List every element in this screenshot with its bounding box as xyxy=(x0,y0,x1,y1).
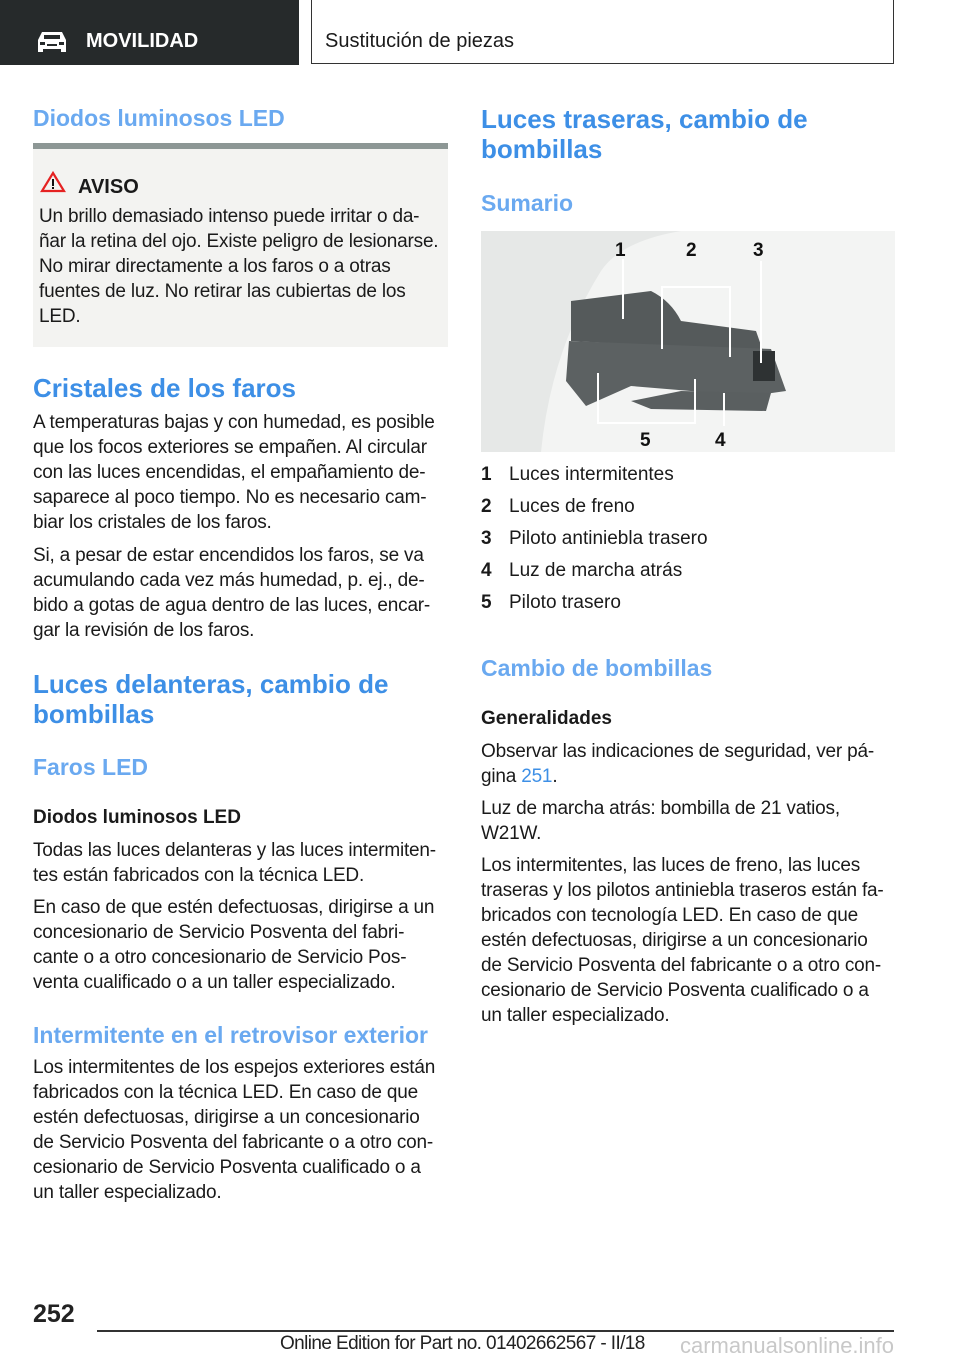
chapter-title: Sustitución de piezas xyxy=(325,30,515,52)
legend-label: Piloto trasero xyxy=(509,592,621,613)
edition-note: Online Edition for Part no. 01402662567 - II/18 xyxy=(280,1333,645,1354)
warning-text: Un brillo demasiado intenso puede irritar o da- ñar la retina del ojo. Existe peligro de lesionarse. No mirar directamente a los faros o a otras fuentes de luz. No retirar las cubiertas de los LED. xyxy=(39,206,439,327)
paragraph: En caso de que estén defectuosas, dirigirse a un concesionario de Servicio Posventa del fabri- cante o a otro concesionario de Servicio Pos- venta cualificado o a un taller especializado. xyxy=(33,897,435,993)
legend-number: 4 xyxy=(481,560,492,581)
subheading-diodos: Diodos luminosos LED xyxy=(33,807,241,828)
paragraph: Todas las luces delanteras y las luces intermiten- tes están fabricados con la técnica LED. xyxy=(33,840,436,886)
text: . xyxy=(552,766,558,787)
heading-intermitente: Intermitente en el retrovisor exterior xyxy=(33,1022,428,1048)
legend-label: Piloto antiniebla trasero xyxy=(509,528,708,549)
figure-label: 3 xyxy=(753,240,764,261)
paragraph: A temperaturas bajas y con humedad, es posible que los focos exteriores se empañen. Al circular con las luces encendidas, el empañamiento de- saparece al poco tiempo. No es necesario cam- biar los cristales de los faros. xyxy=(33,412,435,533)
figure-label: 1 xyxy=(615,240,626,261)
heading-cambio-bombillas: Cambio de bombillas xyxy=(481,655,713,681)
legend-item xyxy=(481,464,708,496)
legend-label: Luz de marcha atrás xyxy=(509,560,683,581)
chapter-tab xyxy=(311,0,894,64)
watermark: carmanualsonline.info xyxy=(680,1333,895,1358)
heading-luces-traseras: Luces traseras, cambio de bombillas xyxy=(481,104,808,164)
section-tab xyxy=(0,0,299,65)
text: Observar las indicaciones de seguridad, ver pá- gina xyxy=(481,741,874,787)
heading-faros-led: Faros LED xyxy=(33,754,149,780)
section-title: MOVILIDAD xyxy=(86,30,199,52)
legend-number: 1 xyxy=(481,464,492,485)
figure-legend xyxy=(481,464,708,624)
warning-icon xyxy=(40,171,66,193)
paragraph: Si, a pesar de estar encendidos los faros, se va acumulando cada vez más humedad, p. ej., de- bido a gotas de agua dentro de las luces, encar- gar la revisión de los faros. xyxy=(33,545,431,641)
car-icon xyxy=(36,28,68,54)
heading-cristales: Cristales de los faros xyxy=(33,373,296,403)
footer-rule xyxy=(97,1330,894,1332)
legend-number: 3 xyxy=(481,528,492,549)
paragraph: Luz de marcha atrás: bombilla de 21 vatios, W21W. xyxy=(481,798,840,844)
figure-label: 2 xyxy=(686,240,697,261)
legend-number: 2 xyxy=(481,496,492,517)
page-link[interactable]: 251 xyxy=(521,766,553,787)
page-number: 252 xyxy=(33,1300,75,1328)
heading-diodos-led: Diodos luminosos LED xyxy=(33,105,285,131)
legend-item xyxy=(481,528,708,560)
paragraph: Los intermitentes, las luces de freno, las luces traseras y los pilotos antiniebla traseros están fa- bricados con tecnología LED. En caso de que estén defectuosas, dirigirse a un concesionario de Servicio Posventa del fabricante o a otro con- cesionario de Servicio Posventa cualificado o a un taller especializado. xyxy=(481,855,884,1026)
tail-light-figure xyxy=(481,231,895,452)
figure-label: 4 xyxy=(715,430,726,451)
figure-label: 5 xyxy=(640,430,651,451)
paragraph: Los intermitentes de los espejos exteriores están fabricados con la técnica LED. En caso de que estén defectuosas, dirigirse a un concesionario de Servicio Posventa del fabricante o a otro con- cesionario de Servicio Posventa cualificado o a un taller especializado. xyxy=(33,1057,436,1203)
legend-number: 5 xyxy=(481,592,492,613)
legend-item xyxy=(481,496,708,528)
legend-label: Luces de freno xyxy=(509,496,635,517)
legend-label: Luces intermitentes xyxy=(509,464,674,485)
legend-item xyxy=(481,592,708,624)
warning-title: AVISO xyxy=(78,176,139,198)
warning-box xyxy=(33,143,448,347)
paragraph xyxy=(481,739,874,789)
tail-light-illustration xyxy=(481,231,895,452)
legend-item xyxy=(481,560,708,592)
heading-sumario: Sumario xyxy=(481,190,574,216)
subheading-generalidades: Generalidades xyxy=(481,708,612,729)
heading-luces-delanteras: Luces delanteras, cambio de bombillas xyxy=(33,669,389,729)
